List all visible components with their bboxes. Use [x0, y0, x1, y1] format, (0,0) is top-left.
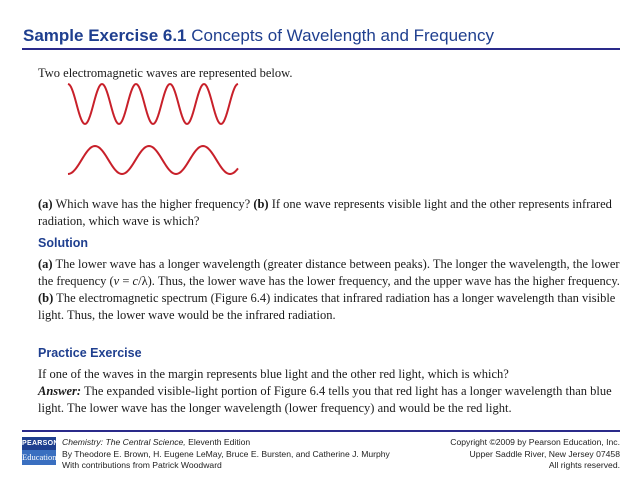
symbol-nu: ν: [113, 274, 120, 288]
practice-heading: Practice Exercise: [38, 346, 142, 360]
solution-a-label: (a): [38, 257, 53, 271]
waves-figure: [60, 76, 250, 194]
footer-credits: [62, 437, 390, 472]
symbol-equals: =: [119, 274, 133, 288]
book-edition: Eleventh Edition: [185, 437, 251, 447]
symbol-c: c: [132, 274, 139, 288]
question-b-text: If one wave represents visible light and the other represents infrared radiation, which wave is which?: [38, 197, 612, 228]
question-text: [38, 196, 618, 230]
answer-text: The expanded visible-light portion of Figure 6.4 tells you that red light has a longer wavelength than blue light. The lower wave has the longer wavelength (lower frequency) and would be the red light.: [38, 384, 612, 415]
lower-wave-low-frequency: [68, 146, 238, 174]
solution-heading: Solution: [38, 236, 88, 250]
footer-divider: [22, 430, 620, 432]
question-a-label: (a): [38, 197, 53, 211]
footer-authors: By Theodore E. Brown, H. Eugene LeMay, Bruce E. Bursten, and Catherine J. Murphy: [62, 448, 390, 459]
practice-question: If one of the waves in the margin represents blue light and the other red light, which is which?: [38, 367, 509, 381]
header-divider: [22, 48, 620, 50]
page-title: [23, 26, 494, 46]
practice-text: [38, 366, 623, 417]
footer-contributions: With contributions from Patrick Woodward: [62, 460, 222, 470]
solution-b-text: The electromagnetic spectrum (Figure 6.4) indicates that infrared radiation has a longer wavelength than visible light. Thus, the lower wave would be the infrared radiation.: [38, 291, 616, 322]
answer-label: Answer:: [38, 384, 82, 398]
footer-book-line: [62, 437, 390, 449]
symbol-slash: /: [138, 274, 142, 288]
pearson-logo: [22, 437, 59, 465]
copyright-line: Copyright ©2009 by Pearson Education, Inc.: [450, 437, 620, 447]
logo-education-text: Education: [22, 450, 56, 465]
solution-a-text-1: The lower wave has a longer wavelength (greater distance between peaks). The longer the wavelength, the lower the frequency (: [38, 257, 620, 288]
title-exercise-number: Sample Exercise 6.1: [23, 26, 187, 45]
symbol-lambda: λ: [141, 274, 148, 288]
logo-pearson-text: PEARSON: [22, 437, 56, 450]
question-a-text: Which wave has the higher frequency?: [52, 197, 254, 211]
footer-copyright: [450, 437, 620, 472]
book-title: Chemistry: The Central Science,: [62, 437, 186, 447]
solution-b-label: (b): [38, 291, 54, 305]
solution-text: [38, 256, 623, 324]
rights-line: All rights reserved.: [548, 460, 620, 470]
title-topic: Concepts of Wavelength and Frequency: [186, 26, 494, 45]
question-b-label: (b): [253, 197, 269, 211]
upper-wave-high-frequency: [68, 84, 238, 124]
intro-text: Two electromagnetic waves are represented below.: [38, 66, 293, 80]
publisher-address: Upper Saddle River, New Jersey 07458: [469, 448, 620, 459]
solution-a-text-2: ). Thus, the lower wave has the lower frequency, and the upper wave has the higher frequency.: [147, 274, 620, 288]
